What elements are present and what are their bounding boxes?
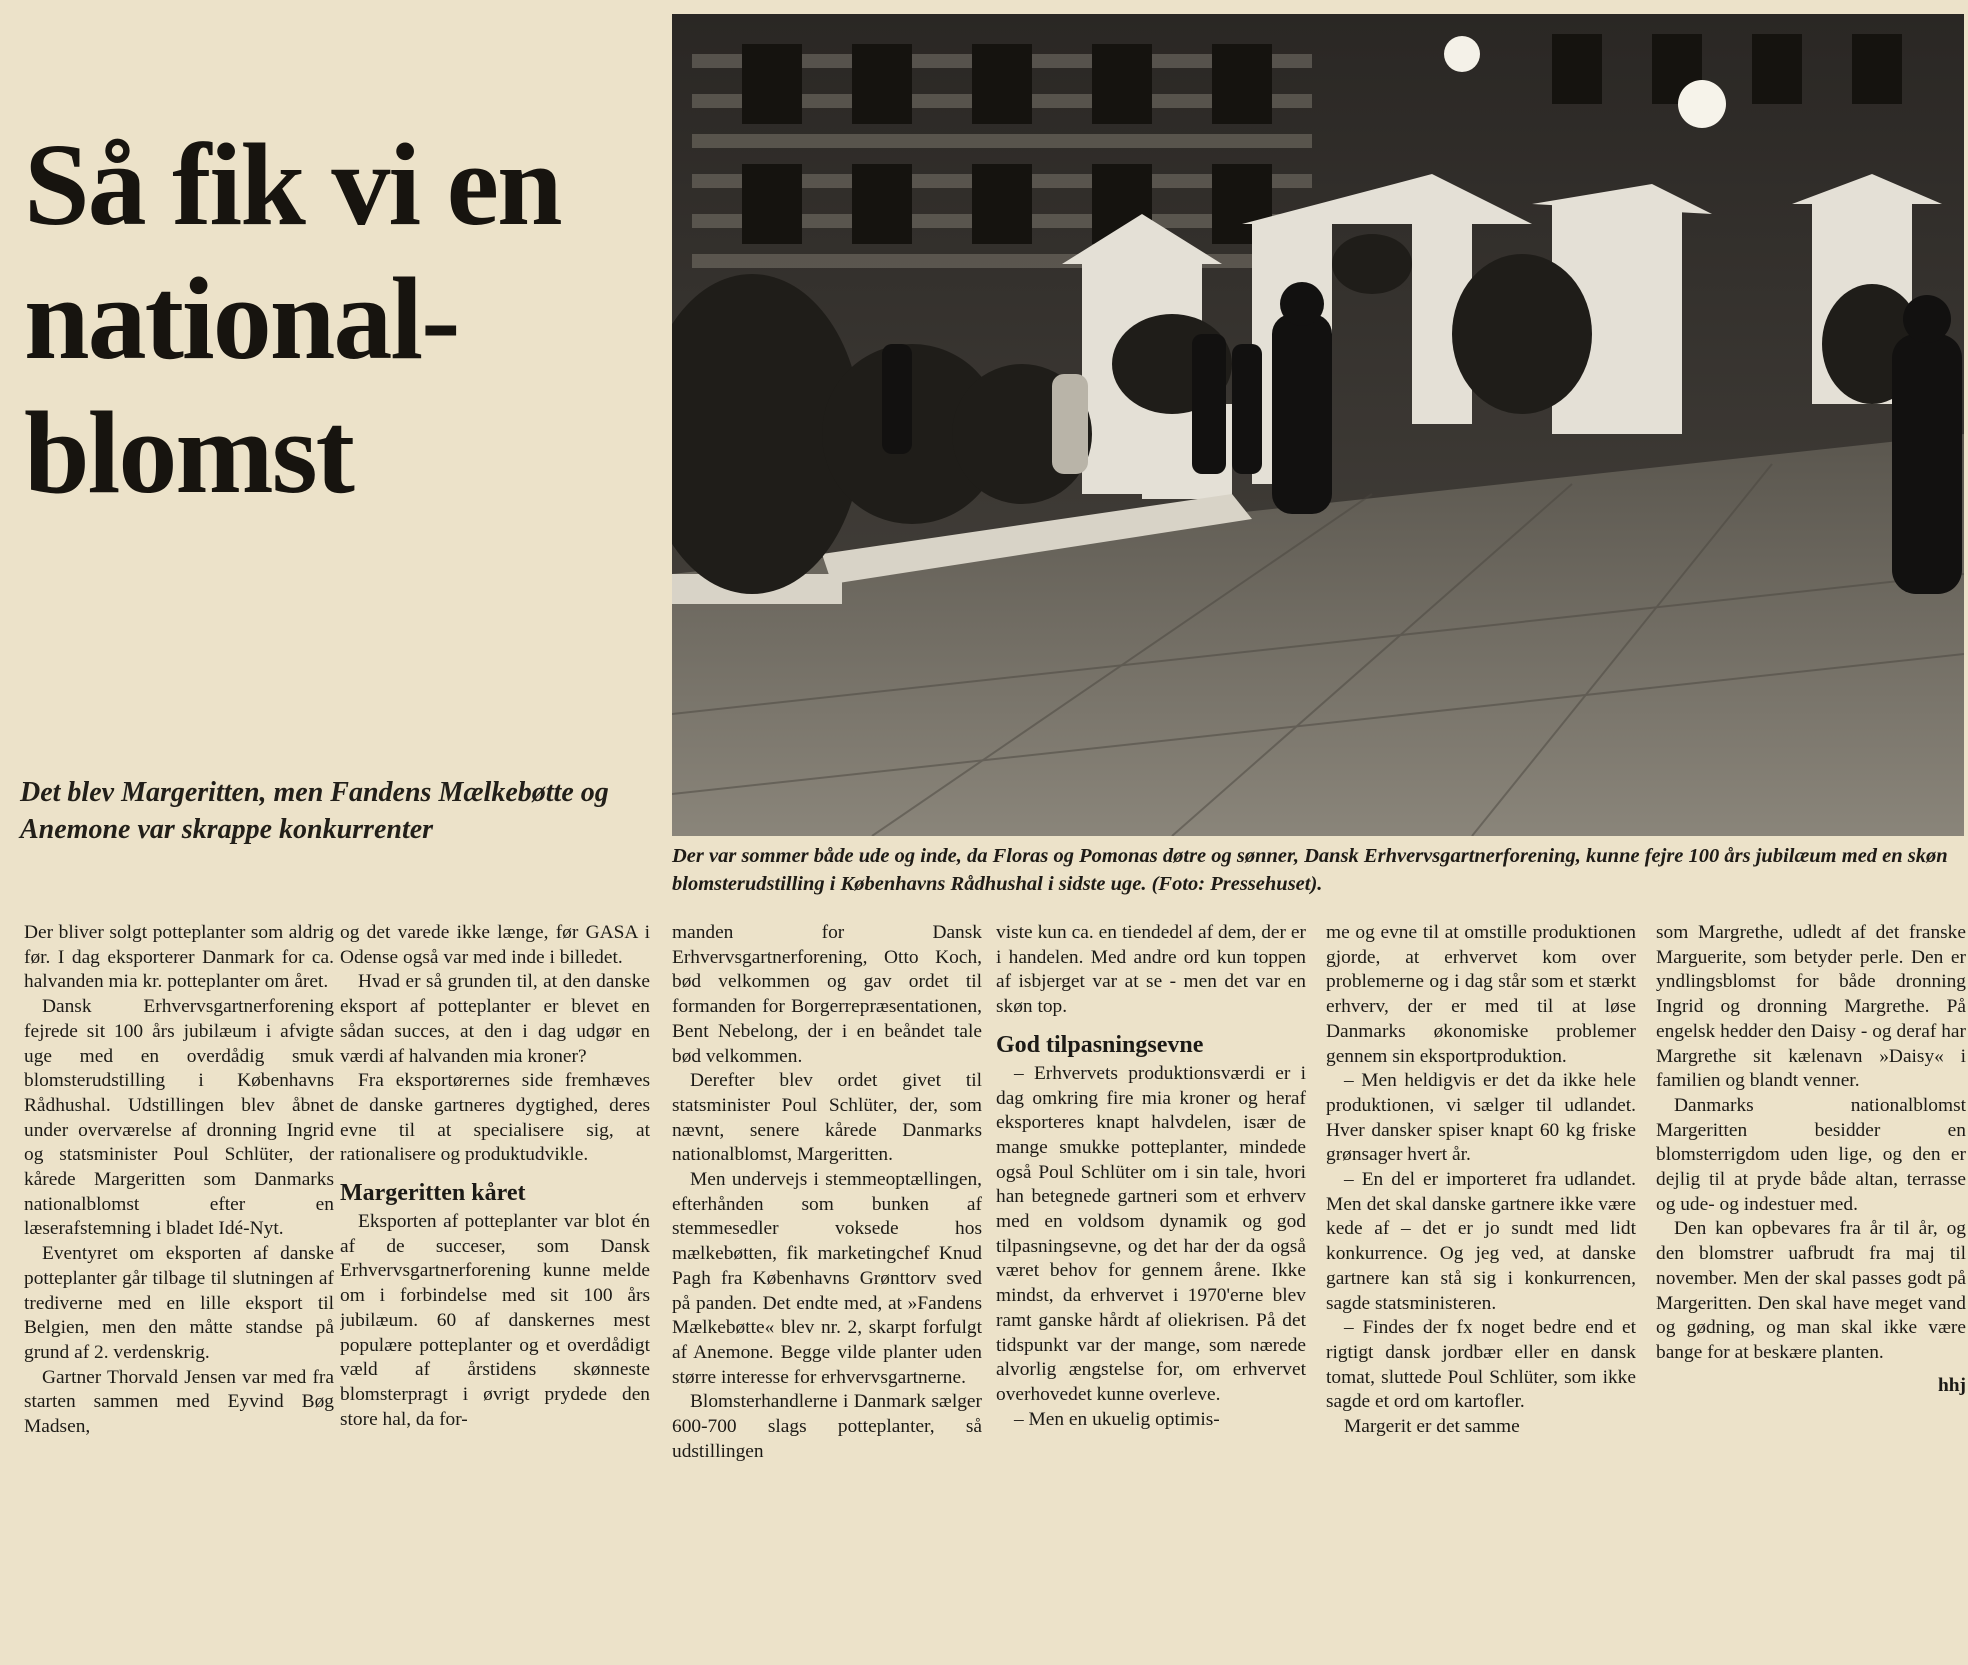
paragraph: viste kun ca. en tiendedel af dem, der er i handelen. Med andre ord kun toppen af isbjerget var at se - men det var en skøn top. [996, 922, 1306, 1018]
article-column-1 [24, 921, 334, 1665]
subheading: Margeritten kåret [340, 1180, 526, 1207]
paragraph: me og evne til at omstille produktionen gjorde, at erhvervet kom over problemerne og i dag står som et stærkt erhverv, der er med til at løse Danmarks økonomiske problemer gennem sin eksportproduktion. [1326, 922, 1636, 1067]
paragraph: Danmarks nationalblomst Margeritten besidder en blomsterrigdom uden lige, og den er dejlig til at pryde både altan, terrasse og ude- og indestuer med. [1656, 1094, 1966, 1215]
paragraph: Den kan opbevares fra år til år, og den blomstrer uafbrudt fra maj til november. Men der skal passes godt på Margeritten. Den skal have meget vand og gødning, og man skal ikke være bange for at beskære planten. [1656, 1218, 1966, 1363]
paragraph: – En del er importeret fra udlandet. Men det skal danske gartnere ikke være kede af – det er jo sundt med lidt konkurrence. Og jeg ved, at danske gartnere kan stå sig i konkurrencen, sagde statsministeren. [1326, 1169, 1636, 1314]
photo-caption: Der var sommer både ude og inde, da Floras og Pomonas døtre og sønner, Dansk Erhvervsgartnerforening, kunne fejre 100 års jubilæum med en skøn blomsterudstilling i Københavns Rådhushal i sidste uge. (Foto: Pressehuset). [672, 845, 1948, 895]
article-column-6 [1656, 921, 1966, 1665]
paragraph: som Margrethe, udledt af det franske Marguerite, som betyder perle. Den er yndlingsblomst for både dronning Ingrid og dronning Margrethe. På engelsk hedder den Daisy - og deraf har Margrethe sit kælenavn »Daisy« i familien og blandt venner. [1656, 922, 1966, 1092]
paragraph: Gartner Thorvald Jensen var med fra starten sammen med Eyvind Bøg Madsen, [24, 1366, 334, 1438]
paragraph: Blomsterhandlerne i Danmark sælger 600-700 slags potteplanter, så udstillingen [672, 1391, 982, 1462]
paragraph: Der bliver solgt potteplanter som aldrig før. I dag eksporterer Danmark for ca. halvanden mia kr. potteplanter om året. [24, 922, 334, 993]
article-column-2 [340, 921, 650, 1665]
exhibition-photo [672, 14, 1964, 836]
paragraph: Men undervejs i stemmeoptællingen, efterhånden som bunken af stemmesedler voksede hos mælkebøtten, fik marketingchef Knud Pagh fra Københavns Grønttorv sved på panden. Det endte med, at »Fandens Mælkebøtte« blev nr. 2, skarpt forfulgt af Anemone. Begge vilde planter uden større interesse for erhvervsgartnerne. [672, 1169, 982, 1388]
paragraph: og det varede ikke længe, før GASA i Odense også var med inde i billedet. [340, 922, 650, 968]
paragraph: – Men heldigvis er det da ikke hele produktionen, vi sælger til udlandet. Hver dansker spiser knapt 60 kg friske grønsager hvert år. [1326, 1070, 1636, 1166]
paragraph: Derefter blev ordet givet til statsminister Poul Schlüter, der, som nævnt, senere kårede Danmarks nationalblomst, Margeritten. [672, 1070, 982, 1166]
article-column-4 [996, 921, 1306, 1665]
paragraph: Eventyret om eksporten af danske potteplanter går tilbage til slutningen af trediverne med en lille eksport til Belgien, men den måtte standse på grund af 2. verdenskrig. [24, 1243, 334, 1363]
subheading: God tilpasningsevne [996, 1031, 1204, 1058]
paragraph: – Findes der fx noget bedre end et rigtigt dansk jordbær eller en dansk tomat, sluttede Poul Schlüter, som ikke sagde et ord om kartofler. [1326, 1317, 1636, 1413]
article-column-3 [672, 921, 982, 1665]
paragraph: manden for Dansk Erhvervsgartnerforening, Otto Koch, bød velkommen og gav ordet til formanden for Borgerrepræsentationen, Bent Nebelong, der i en beåndet tale bød velkommen. [672, 922, 982, 1067]
paragraph: Dansk Erhvervsgartnerforening fejrede sit 100 års jubilæum i afvigte uge med en overdådig smuk blomsterudstilling i Københavns Rådhushal. Udstillingen blev åbnet under overværelse af dronning Ingrid og statsminister Poul Schlüter, der kårede Margeritten som Danmarks nationalblomst efter en læserafstemning i bladet Idé-Nyt. [24, 996, 334, 1240]
paragraph: Hvad er så grunden til, at den danske eksport af potteplanter er blevet en sådan succes, at den i dag udgør en værdi af halvanden mia kroner? [340, 971, 650, 1067]
author-signature: hhj [1937, 1374, 1966, 1396]
paragraph: Fra eksportørernes side fremhæves de danske gartneres dygtighed, deres evne til at specialisere sig, at rationalisere og produktudvikle. [340, 1070, 650, 1166]
paragraph: – Men en ukuelig optimis- [1014, 1408, 1220, 1430]
deck-subheading: Det blev Margeritten, men Fandens Mælkebøtte og Anemone var skrappe konkurrenter [20, 777, 609, 845]
article-column-5 [1326, 921, 1636, 1665]
paragraph: Margerit er det samme [1344, 1416, 1520, 1438]
paragraph: – Erhvervets produktionsværdi er i dag omkring fire mia kroner og heraf eksporteres knapt halvdelen, især de mange smukke potteplanter, mindede også Poul Schlüter om i sin tale, hvori han betegnede gartneri som et erhverv med en voldsom dynamik og god tilpasningsevne, og det har der da også været behov for gennem årene. Ikke mindst, da erhvervet i 1970'erne blev ramt ganske hårdt af oliekrisen. På det tidspunkt var der mange, som nærede alvorlig ængstelse for, om erhvervet overhovedet kunne overleve. [996, 1062, 1306, 1405]
headline: Så fik vi en national-blomst [24, 119, 561, 518]
paragraph: Eksporten af potteplanter var blot én af de succeser, som Dansk Erhvervsgartnerforening kunne melde om i forbindelse med sit 100 års jubilæum. 60 af danskernes mest populære potteplanter og et overdådigt væld af årstidens skønneste blomsterpragt i øvrigt prydede den store hal, da for- [340, 1211, 650, 1430]
